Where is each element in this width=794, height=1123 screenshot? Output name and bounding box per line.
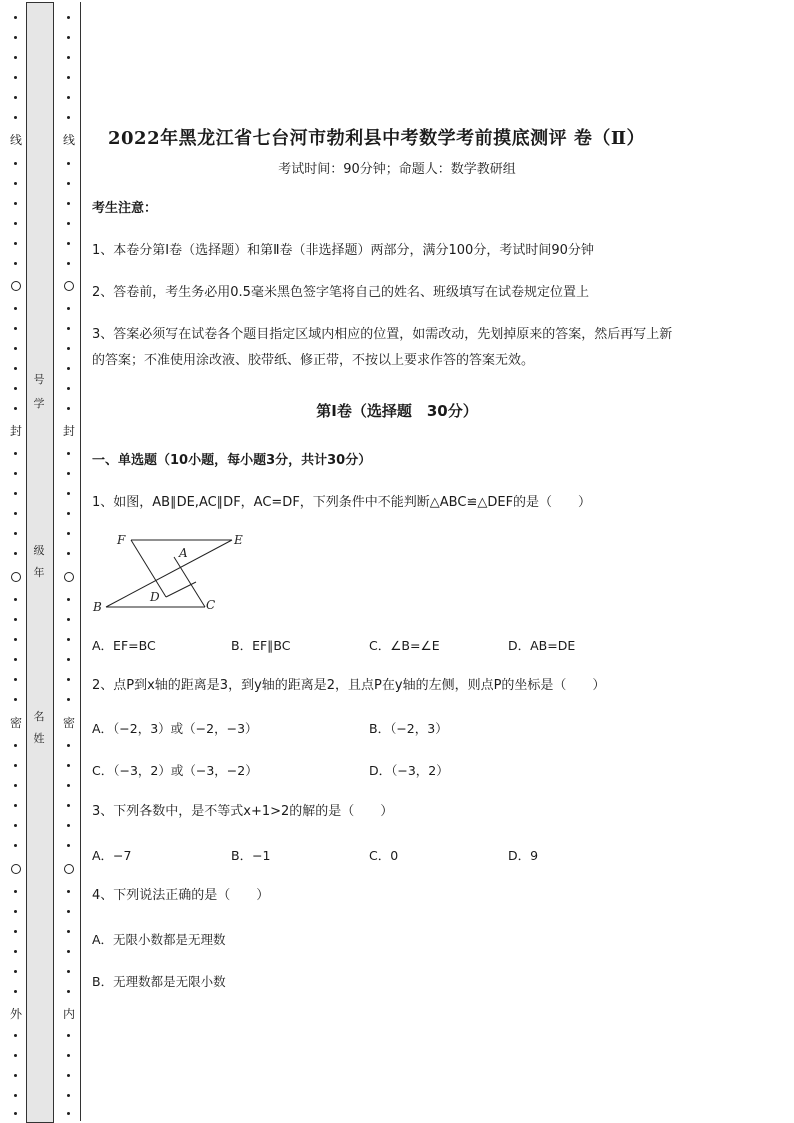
q1-option-b[interactable]: B．EF∥BC bbox=[231, 638, 291, 653]
q3-option-b[interactable]: B．−1 bbox=[231, 848, 271, 863]
q2-option-c[interactable]: C．（−3，2）或（−3，−2） bbox=[92, 763, 258, 778]
exam-title: 2022年黑龙江省七台河市勃利县中考数学考前摸底测评 卷（Ⅱ） bbox=[108, 128, 646, 149]
segment-FD bbox=[131, 540, 166, 597]
q2-option-a[interactable]: A．（−2，3）或（−2，−3） bbox=[92, 721, 258, 736]
label-F: F bbox=[117, 533, 126, 547]
label-C: C bbox=[206, 598, 216, 612]
band-label-ji: 级 bbox=[33, 544, 45, 557]
inner-ring-3 bbox=[64, 864, 74, 874]
notice-item-2: 2、答卷前，考生务必用0.5毫米黑色签字笔将自己的姓名、班级填写在试卷规定位置上 bbox=[92, 285, 589, 300]
outer-ring-2 bbox=[11, 572, 21, 582]
segment-BE bbox=[106, 540, 232, 607]
q4-stem: 4、下列说法正确的是（ ） bbox=[92, 888, 270, 903]
inner-char-mi: 密 bbox=[62, 716, 75, 730]
section-heading: 一、单选题（10小题，每小题3分，共计30分） bbox=[92, 453, 372, 468]
label-E: E bbox=[234, 533, 243, 547]
inner-ring-1 bbox=[64, 281, 74, 291]
q1-option-d[interactable]: D．AB=DE bbox=[508, 638, 576, 653]
segment-DC-part bbox=[166, 582, 196, 597]
q3-option-c[interactable]: C．0 bbox=[369, 848, 399, 863]
notice-item-3-line-1: 3、答案必须写在试卷各个题目指定区域内相应的位置，如需改动，先划掉原来的答案，然后再写上新 bbox=[92, 327, 673, 342]
band-label-hao: 号 bbox=[33, 373, 45, 386]
outer-char-wai: 外 bbox=[9, 1007, 22, 1021]
label-A: A bbox=[179, 546, 188, 560]
band-label-xue: 学 bbox=[33, 397, 45, 410]
band-label-ming: 名 bbox=[33, 710, 45, 723]
band-label-xing: 姓 bbox=[33, 732, 45, 745]
notice-item-1: 1、本卷分第Ⅰ卷（选择题）和第Ⅱ卷（非选择题）两部分，满分100分，考试时间90分钟 bbox=[92, 243, 594, 258]
q2-option-b[interactable]: B．（−2，3） bbox=[369, 721, 448, 736]
part1-title: 第Ⅰ卷（选择题 30分） bbox=[316, 402, 478, 420]
q1-figure bbox=[90, 530, 260, 616]
inner-char-nei: 内 bbox=[62, 1007, 75, 1021]
label-B: B bbox=[93, 600, 102, 614]
notice-item-3-line-2: 的答案；不准使用涂改液、胶带纸、修正带，不按以上要求作答的答案无效。 bbox=[92, 353, 535, 368]
q3-option-a[interactable]: A．−7 bbox=[92, 848, 132, 863]
q2-option-d[interactable]: D．（−3，2） bbox=[369, 763, 449, 778]
outer-char-mi: 密 bbox=[9, 716, 22, 730]
q2-stem: 2、点P到x轴的距离是3，到y轴的距离是2，且点P在y轴的左侧，则点P的坐标是（ ） bbox=[92, 678, 606, 693]
q1-stem: 1、如图，AB∥DE,AC∥DF，AC=DF，下列条件中不能判断△ABC≌△DEF的是（ ） bbox=[92, 495, 592, 510]
outer-char-feng: 封 bbox=[9, 424, 22, 438]
q4-option-b[interactable]: B．无理数都是无限小数 bbox=[92, 974, 226, 989]
outer-ring-1 bbox=[11, 281, 21, 291]
segment-AC bbox=[174, 557, 205, 607]
band-label-nian: 年 bbox=[33, 566, 45, 579]
notice-heading: 考生注意： bbox=[92, 201, 158, 216]
q1-option-a[interactable]: A．EF=BC bbox=[92, 638, 156, 653]
inner-ring-2 bbox=[64, 572, 74, 582]
q3-stem: 3、下列各数中，是不等式x+1>2的解的是（ ） bbox=[92, 804, 394, 819]
label-D: D bbox=[150, 590, 160, 604]
q4-option-a[interactable]: A．无限小数都是无理数 bbox=[92, 932, 226, 947]
exam-subtitle: 考试时间：90分钟；命题人：数学教研组 bbox=[278, 162, 516, 177]
inner-char-xian: 线 bbox=[62, 133, 75, 147]
q3-option-d[interactable]: D．9 bbox=[508, 848, 539, 863]
inner-char-feng: 封 bbox=[62, 424, 75, 438]
q1-option-c[interactable]: C．∠B=∠E bbox=[369, 638, 440, 653]
outer-ring-3 bbox=[11, 864, 21, 874]
outer-char-xian: 线 bbox=[9, 133, 22, 147]
